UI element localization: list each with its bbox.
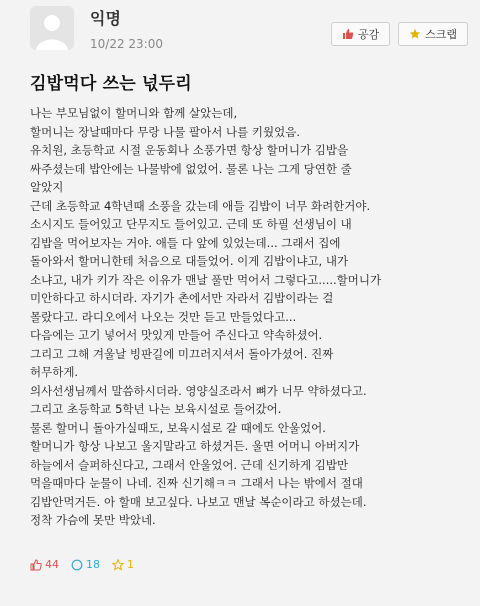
scrap-count-value: 1 xyxy=(127,558,134,571)
body-line: 소시지도 들어있고 단무지도 들어있고. 근데 또 하필 선생님이 내 xyxy=(30,217,352,231)
body-line: 그리고 그해 겨울날 빙판길에 미끄러지셔서 돌아가셨어. 진짜 xyxy=(30,346,334,361)
comment-count[interactable] xyxy=(71,558,100,571)
paragraph xyxy=(30,197,460,327)
star-icon xyxy=(112,559,124,571)
post-header xyxy=(0,0,480,62)
body-line: 다음에는 고기 넣어서 맛있게 만들어 주신다고 약속하셨어. xyxy=(30,328,323,342)
body-line: 미안하다고 하시더라. 자기가 촌에서만 자라서 김밥이라는 걸 xyxy=(30,291,334,305)
default-avatar-icon xyxy=(30,6,74,50)
paragraph xyxy=(30,326,460,382)
avatar xyxy=(30,6,74,50)
body-line: 그리고 초등학교 5학년 나는 보육시설로 들어갔어. xyxy=(30,402,282,416)
body-line: 할머니는 장날때마다 무랑 나물 팔아서 나를 키웠었음. xyxy=(30,124,300,139)
body-line: 돌아와서 할머니한테 처음으로 대들었어. 이게 김밥이냐고, 내가 xyxy=(30,254,349,268)
comment-count-value: 18 xyxy=(86,558,100,571)
like-count-value: 44 xyxy=(45,558,59,571)
post-stats xyxy=(30,558,134,571)
body-line: 정착 가슴에 못만 박았네. xyxy=(30,513,156,527)
like-count[interactable] xyxy=(30,558,59,571)
body-line: 유치원, 초등학교 시절 운동회나 소풍가면 항상 할머니가 김밥을 xyxy=(30,143,349,157)
author-name: 익명 xyxy=(90,9,121,28)
body-line: 근데 초등학교 4학년때 소풍을 갔는데 애들 김밥이 너무 화려한거야. xyxy=(30,198,371,213)
post-actions xyxy=(331,22,468,46)
body-line: 허무하게. xyxy=(30,365,79,379)
scrap-button[interactable] xyxy=(398,22,468,46)
thumbs-up-icon xyxy=(30,559,42,571)
like-button[interactable] xyxy=(331,22,390,46)
speech-bubble-icon xyxy=(71,559,83,571)
body-line: 할머니가 항상 나보고 울지말라고 하셨거든. 울면 어머니 아버지가 xyxy=(30,439,360,453)
scrap-count[interactable] xyxy=(112,558,134,571)
body-line: 물론 할머니 돌아가실때도, 보육시설로 갈 때에도 안울었어. xyxy=(30,420,326,435)
body-line: 의사선생님께서 말씀하시더라. 영양실조라서 뼈가 너무 약하셨다고. xyxy=(30,383,367,398)
body-line: 알았지 xyxy=(30,180,64,194)
post-title: 김밥먹다 쓰는 넋두리 xyxy=(30,74,192,94)
star-icon xyxy=(409,28,421,40)
paragraph xyxy=(30,382,460,530)
body-line: 몰랐다고. 라디오에서 나오는 것만 듣고 만들었다고... xyxy=(30,309,297,324)
body-line: 싸주셨는데 밥안에는 나물밖에 없었어. 물론 나는 그게 당연한 줄 xyxy=(30,161,352,176)
paragraph xyxy=(30,104,460,197)
body-line: 하늘에서 슬퍼하신다고, 그래서 안울었어. 근데 신기하게 김밥만 xyxy=(30,457,349,472)
body-line: 김밥안먹거든. 아 할매 보고싶다. 나보고 맨날 복순이라고 하셨는데. xyxy=(30,494,367,509)
post-timestamp: 10/22 23:00 xyxy=(90,37,163,51)
like-button-label: 공감 xyxy=(357,28,380,41)
body-line: 소냐고, 내가 키가 작은 이유가 맨날 풀만 먹어서 그렇다고.....할머니가 xyxy=(30,272,382,287)
body-line: 김밥을 먹어보자는 거야. 애들 다 앞에 있었는데... 그래서 집에 xyxy=(30,235,341,250)
body-line: 나는 부모님없이 할머니와 함께 살았는데, xyxy=(30,106,238,120)
thumbs-up-icon xyxy=(342,28,354,40)
scrap-button-label: 스크랩 xyxy=(425,28,457,41)
post-body xyxy=(30,104,460,530)
body-line: 먹을때마다 눈물이 나네. 진짜 신기해ㅋㅋ 그래서 나는 밖에서 절대 xyxy=(30,476,363,490)
